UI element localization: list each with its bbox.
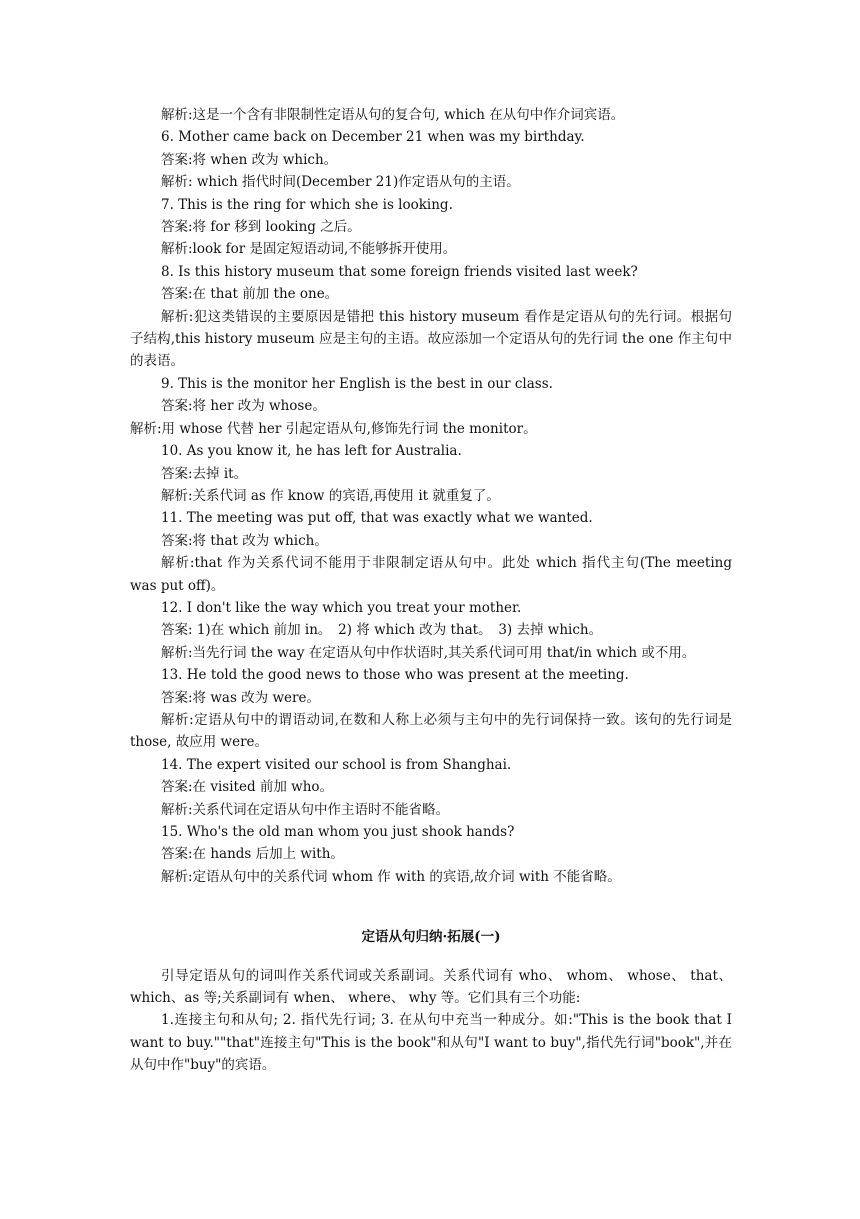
- answer-10: 答案:去掉 it。: [161, 465, 248, 482]
- analysis-14: 解析:关系代词在定语从句中作主语时不能省略。: [161, 801, 450, 818]
- analysis-line: 解析:这是一个含有非限制性定语从句的复合句, which 在从句中作介词宾语。: [161, 107, 625, 123]
- analysis-9: 解析:用 whose 代替 her 引起定语从句,修饰先行词 the monitor。: [130, 420, 537, 437]
- answer-13: 答案:将 was 改为 were。: [161, 689, 320, 706]
- analysis-7: 解析:look for 是固定短语动词,不能够拆开使用。: [161, 241, 457, 258]
- question-9: 9. This is the monitor her English is the best in our class.: [161, 375, 553, 392]
- question-12: 12. I don't like the way which you treat your mother.: [161, 599, 522, 616]
- functions-paragraph: 1.连接主句和从句; 2. 指代先行词; 3. 在从句中充当一种成分。如:"This is the book that I want to buy.""that"连接主句"This is the book"和从句"I want to buy",指代先行词"book",并在从句中作"buy"的宾语。: [130, 1012, 732, 1074]
- answer-8: 答案:在 that 前加 the one。: [161, 286, 339, 303]
- section-title: 定语从句归纳·拓展(一): [361, 929, 501, 946]
- question-15: 15. Who's the old man whom you just shook hands?: [161, 824, 515, 840]
- question-14: 14. The expert visited our school is from Shanghai.: [161, 756, 512, 773]
- answer-12: 答案: 1)在 which 前加 in。 2) 将 which 改为 that。 3) 去掉 which。: [161, 622, 603, 639]
- answer-11: 答案:将 that 改为 which。: [161, 532, 328, 549]
- answer-7: 答案:将 for 移到 looking 之后。: [161, 219, 361, 236]
- question-13: 13. He told the good news to those who was present at the meeting.: [161, 667, 629, 684]
- analysis-12: 解析:当先行词 the way 在定语从句中作状语时,其关系代词可用 that/in which 或不用。: [161, 644, 696, 661]
- analysis-15: 解析:定语从句中的关系代词 whom 作 with 的宾语,故介词 with 不能省略。: [161, 868, 621, 885]
- question-11: 11. The meeting was put off, that was exactly what we wanted.: [161, 510, 593, 527]
- answer-9: 答案:将 her 改为 whose。: [161, 398, 326, 415]
- question-8: 8. Is this history museum that some foreign friends visited last week?: [161, 263, 638, 280]
- analysis-11: 解析:that 作为关系代词不能用于非限制定语从句中。此处 which 指代主句(The meeting was put off)。: [130, 555, 732, 594]
- analysis-13: 解析:定语从句中的谓语动词,在数和人称上必须与主句中的先行词保持一致。该句的先行词是 those, 故应用 were。: [130, 711, 732, 751]
- answer-14: 答案:在 visited 前加 who。: [161, 779, 334, 796]
- analysis-10: 解析:关系代词 as 作 know 的宾语,再使用 it 就重复了。: [161, 487, 500, 504]
- answer-15: 答案:在 hands 后加上 with。: [161, 846, 344, 863]
- question-6: 6. Mother came back on December 21 when was my birthday.: [161, 129, 585, 146]
- answer-6: 答案:将 when 改为 which。: [161, 151, 338, 168]
- intro-paragraph: 引导定语从句的词叫作关系代词或关系副词。关系代词有 who、 whom、 whose、 that、which、as 等;关系副词有 when、 where、 why 等。它们具有三个功能:: [130, 967, 732, 1007]
- question-10: 10. As you know it, he has left for Australia.: [161, 443, 462, 460]
- question-7: 7. This is the ring for which she is looking.: [161, 196, 453, 213]
- analysis-6: 解析: which 指代时间(December 21)作定语从句的主语。: [161, 174, 520, 191]
- document-body: [130, 104, 732, 1077]
- analysis-8: 解析:犯这类错误的主要原因是错把 this history museum 看作是定语从句的先行词。根据句子结构,this history museum 应是主句的主语。故应添加一个定语从句的先行词 the one 作主句中的表语。: [130, 308, 732, 370]
